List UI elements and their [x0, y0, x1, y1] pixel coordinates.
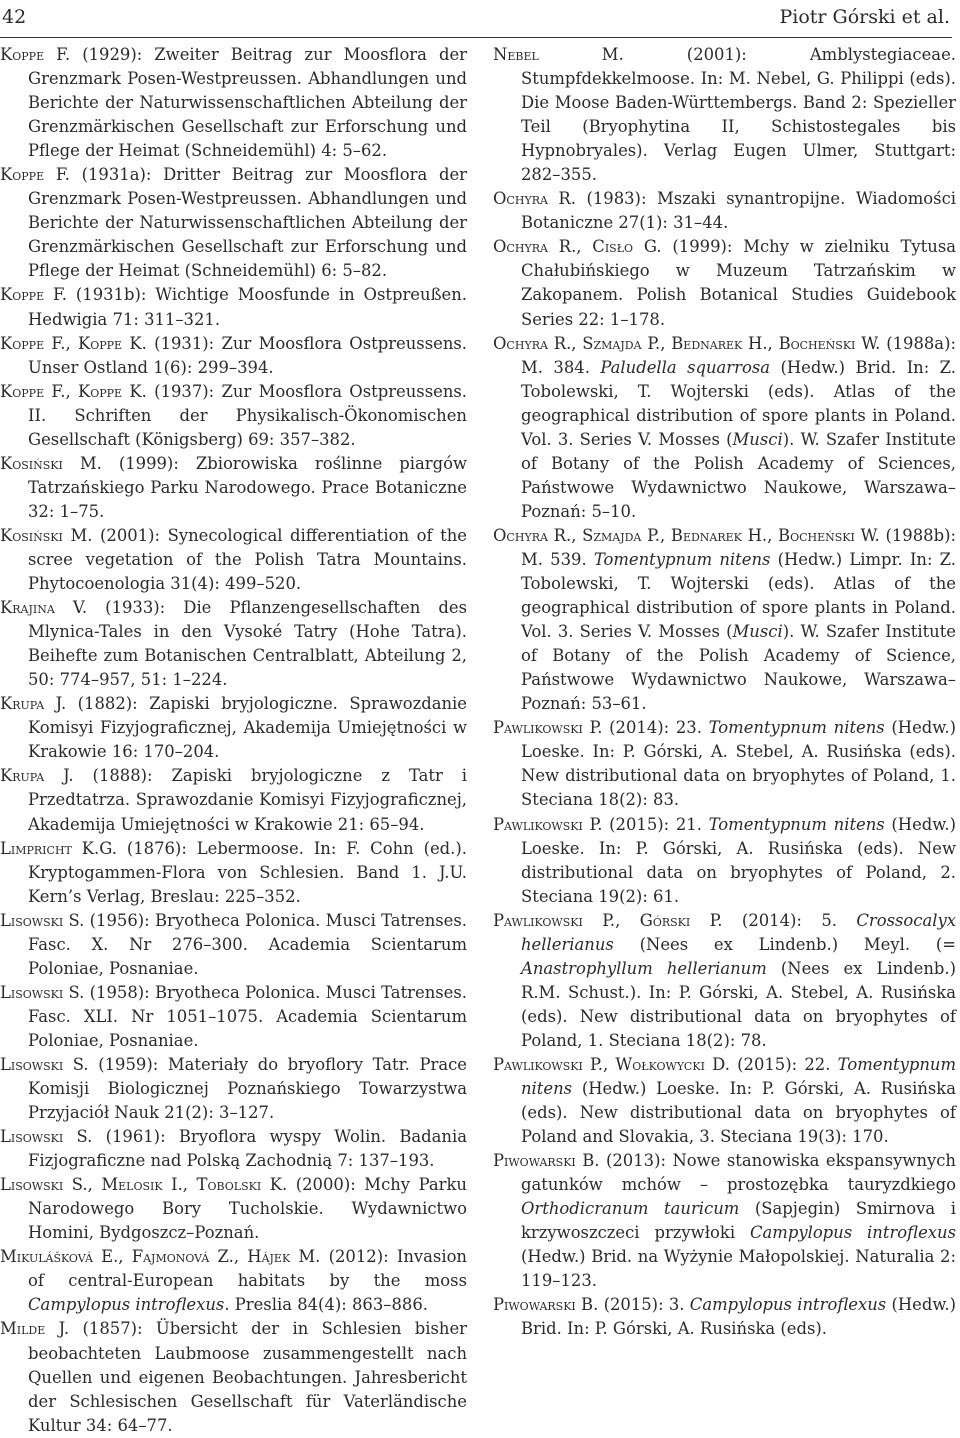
reference-entry	[0, 837, 467, 909]
reference-authors: Lisowski S.	[0, 982, 85, 1002]
reference-text: (Hedw.) Loeske. In: P. Górski, A. Rusińska (eds). New distributional data on bryophytes of Poland, 2. Steciana 19(2): 61.	[521, 814, 956, 906]
reference-entry	[0, 1173, 467, 1245]
reference-text: (2014): 5.	[722, 910, 857, 930]
taxon-name: Tomentypnum nitens	[708, 814, 885, 834]
taxon-name: Musci	[732, 429, 783, 449]
reference-entry	[0, 1317, 467, 1437]
reference-text: (Hedw.) Brid. In: P. Górski, A. Rusińska (eds).	[521, 1295, 957, 1339]
reference-entry	[0, 1245, 467, 1317]
reference-column-left	[0, 43, 467, 1438]
reference-text: ). W. Szafer Institute of Botany of the Polish Academy of Sciences, Państwowe Wydawnictwo Naukowe, Warszawa–Poznań: 5–10.	[521, 429, 956, 521]
reference-authors: Lisowski S.	[0, 1054, 89, 1074]
reference-entry	[493, 43, 956, 187]
reference-text: (2012): Invasion of central-European habitats by the moss	[28, 1247, 467, 1291]
taxon-name: Paludella squarrosa	[600, 357, 771, 377]
taxon-name: Tomentypnum nitens	[708, 718, 885, 738]
reference-entry	[0, 163, 467, 283]
reference-entry	[493, 524, 956, 716]
reference-text: (Hedw.) Loeske. In: P. Górski, A. Stebel, A. Rusińska (eds). New distributional data on bryophytes of Poland, 1. Steciana 18(2): 83.	[521, 718, 956, 810]
reference-text: (2015): 21.	[602, 814, 709, 834]
reference-authors: Kosiński M.	[0, 453, 102, 473]
reference-entry	[0, 1053, 467, 1125]
reference-text: (1931b): Wichtige Moosfunde in Ostpreußen. Hedwigia 71: 311–321.	[28, 285, 467, 329]
reference-entry	[493, 235, 956, 331]
taxon-name: Campylopus introflexus	[28, 1295, 225, 1315]
reference-entry	[0, 43, 467, 163]
reference-text: (Nees ex Lindenb.) Meyl. (=	[613, 934, 956, 954]
reference-text: (1933): Die Pflanzengesellschaften des Mlynica-Tales in den Vysoké Tatry (Hohe Tatra). Beihefte zum Botanischen Centralblatt, Abteilung 2, 50: 774–957, 51: 1–224.	[28, 598, 467, 690]
reference-entry	[0, 332, 467, 380]
reference-entry	[0, 692, 467, 764]
reference-text: (2015): 22.	[729, 1054, 838, 1074]
taxon-name: Tomentypnum nitens	[521, 1054, 956, 1099]
reference-text: (1999): Mchy w zielniku Tytusa Chałubińskiego w Muzeum Tatrzańskim w Zakopanem. Polish Botanical Studies Guidebook Series 22: 1–178.	[521, 237, 957, 329]
taxon-name: Anastrophyllum hellerianum	[521, 958, 767, 978]
reference-entry	[493, 813, 956, 909]
reference-authors: Piwowarski B.	[493, 1151, 600, 1171]
reference-text: (Nees ex Lindenb.) R.M. Schust.). In: P. Górski, A. Stebel, A. Rusińska (eds). New distributional data on bryophytes of Poland, 1. Steciana 18(2): 78.	[521, 958, 956, 1050]
reference-text: (2013): Nowe stanowiska ekspansywnych gatunków mchów – prostozębka tauryzdkiego	[521, 1151, 956, 1195]
reference-entry	[0, 524, 467, 596]
reference-authors: Kosiński M.	[0, 525, 93, 545]
reference-entry	[0, 283, 467, 331]
reference-authors: Krupa J.	[0, 694, 67, 714]
reference-text: (Hedw.) Loeske. In: P. Górski, A. Rusińska (eds). New distributional data on bryophytes of Poland and Slovakia, 3. Steciana 19(3): 170.	[521, 1079, 956, 1147]
reference-text: (2000): Mchy Parku Narodowego Bory Tucholskie. Wydawnictwo Homini, Bydgoszcz–Poznań.	[28, 1175, 467, 1243]
reference-authors: Koppe F.	[0, 165, 70, 185]
reference-text: (1931): Zur Moosflora Ostpreussens. Unser Ostland 1(6): 299–394.	[28, 333, 468, 377]
reference-text: (1959): Materiały do bryoflory Tatr. Prace Komisji Biologicznej Poznańskiego Towarzystwa Przyjaciół Nauk 21(2): 3–127.	[28, 1054, 467, 1123]
reference-authors: Pawlikowski P.	[493, 814, 603, 834]
reference-text: (Hedw.) Brid. na Wyżynie Małopolskiej. Naturalia 2: 119–123.	[521, 1247, 956, 1291]
reference-authors: Pawlikowski P., Górski P.	[493, 910, 723, 930]
reference-entry	[0, 380, 467, 452]
reference-text: (Sapjegin) Smirnova i krzywoszczeci przywłoki	[521, 1199, 956, 1243]
reference-text: ). W. Szafer Institute of Botany of the Polish Academy of Science, Państwowe Wydawnictwo Naukowe, Warszawa–Poznań: 53–61.	[521, 622, 956, 714]
taxon-name: Orthodicranum tauricum	[521, 1199, 740, 1219]
reference-column-right	[493, 43, 956, 1342]
reference-entry	[0, 909, 467, 981]
reference-text: (1857): Übersicht der in Schlesien bisher beobachteten Laubmoose zusammengestellt nach Quellen und eigenen Beobachtungen. Jahresbericht der Schlesischen Gesellschaft für Vaterländische Kultur 34: 64–77.	[28, 1319, 468, 1435]
reference-entry	[0, 1125, 467, 1173]
running-header	[0, 0, 960, 40]
reference-authors: Ochyra R., Szmajda P., Bednarek H., Bocheński W.	[493, 525, 880, 545]
reference-text: (1929): Zweiter Beitrag zur Moosflora der Grenzmark Posen-Westpreussen. Abhandlungen und Berichte der Naturwissenschaftlichen Abteilung der Grenzmärkischen Gesellschaft zur Erforschung und Pflege der Heimat (Schneidemühl) 4: 5–62.	[28, 45, 467, 161]
reference-authors: Koppe F.	[0, 285, 67, 305]
reference-text: (1983): Mszaki synantropijne. Wiadomości Botaniczne 27(1): 31–44.	[521, 189, 956, 233]
taxon-name: Campylopus introflexus	[749, 1223, 956, 1243]
running-title: Piotr Górski et al.	[779, 6, 950, 28]
page-number: 42	[2, 6, 27, 28]
reference-entry	[493, 332, 956, 524]
reference-authors: Krupa J.	[0, 766, 74, 786]
reference-text: (Hedw.) Limpr. In: Z. Tobolewski, T. Wojterski (eds). Atlas of the geographical distribution of spore plants in Poland. Vol. 3. Series V. Mosses (	[521, 549, 956, 642]
reference-text: (1999): Zbiorowiska roślinne piargów Tatrzańskiego Parku Narodowego. Prace Botaniczne 32: 1–75.	[28, 453, 467, 521]
reference-text: (1961): Bryoflora wyspy Wolin. Badania Fizjograficzne nad Polską Zachodnią 7: 137–193.	[28, 1127, 467, 1171]
reference-authors: Koppe F., Koppe K.	[0, 333, 147, 353]
reference-authors: Krajina V.	[0, 598, 88, 618]
reference-text: (1956): Bryotheca Polonica. Musci Tatrenses. Fasc. X. Nr 276–300. Academia Scientarum Poloniae, Posnaniae.	[28, 910, 467, 978]
reference-entry	[493, 1293, 956, 1341]
taxon-name: Musci	[732, 622, 783, 642]
reference-text: (1988a): M. 384.	[521, 333, 956, 377]
reference-authors: Nebel M.	[493, 45, 624, 64]
reference-text: (2001): Synecological differentiation of the scree vegetation of the Polish Tatra Mountains. Phytocoenologia 31(4): 499–520.	[28, 525, 467, 594]
reference-text: (2001): Amblystegiaceae. Stumpfdekkelmoose. In: M. Nebel, G. Philippi (eds). Die Moose Baden-Württembergs. Band 2: Spezieller Teil (Bryophytina II, Schistostegales bis Hypnobryales). Verlag Eugen Ulmer, Stuttgart: 282–355.	[521, 45, 956, 185]
taxon-name: Tomentypnum nitens	[593, 549, 771, 569]
reference-entry	[0, 981, 467, 1053]
reference-entry	[0, 764, 467, 836]
reference-authors: Pawlikowski P.	[493, 718, 603, 738]
reference-authors: Lisowski S.	[0, 910, 85, 930]
reference-authors: Lisowski S.	[0, 1127, 93, 1147]
reference-authors: Mikulášková E., Fajmonová Z., Hájek M.	[0, 1247, 321, 1267]
reference-entry	[0, 596, 467, 692]
reference-text: (2015): 3.	[598, 1295, 690, 1315]
reference-authors: Piwowarski B.	[493, 1295, 599, 1315]
reference-entry	[493, 187, 956, 235]
reference-authors: Ochyra R., Cisło G.	[493, 237, 662, 257]
reference-authors: Limpricht K.G.	[0, 838, 117, 858]
reference-entry	[493, 1053, 956, 1149]
reference-text: (1882): Zapiski bryjologiczne. Sprawozdanie Komisyi Fizyjograficznej, Akademija Umiejętności w Krakowie 16: 170–204.	[28, 694, 467, 762]
reference-authors: Ochyra R., Szmajda P., Bednarek H., Bocheński W.	[493, 333, 881, 353]
reference-entry	[493, 1149, 956, 1293]
reference-text: (1876): Lebermoose. In: F. Cohn (ed.). Kryptogammen-Flora von Schlesien. Band 1. J.U. Kern’s Verlag, Breslau: 225–352.	[28, 838, 467, 906]
taxon-name: Crossocalyx hellerianus	[521, 910, 956, 954]
reference-entry	[493, 716, 956, 812]
reference-text: (2014): 23.	[602, 718, 709, 738]
reference-text: (1931a): Dritter Beitrag zur Moosflora der Grenzmark Posen-Westpreussen. Abhandlungen und Berichte der Naturwissenschaftlichen Abteilung der Grenzmärkischen Gesellschaft zur Erforschung und Pflege der Heimat (Schneidemühl) 6: 5–82.	[28, 165, 467, 281]
reference-text: . Preslia 84(4): 863–886.	[224, 1295, 428, 1315]
header-rule	[0, 37, 952, 38]
reference-authors: Milde J.	[0, 1319, 70, 1339]
reference-text: (1888): Zapiski bryjologiczne z Tatr i Przedtatrza. Sprawozdanie Komisyi Fizyjograficznej, Akademija Umiejętności w Krakowie 21: 65–94.	[28, 766, 467, 834]
reference-text: (1937): Zur Moosflora Ostpreussens. II. Schriften der Physikalisch-Ökonomischen Gesellschaft (Königsberg) 69: 357–382.	[28, 381, 468, 449]
reference-entry	[0, 452, 467, 524]
reference-authors: Lisowski S., Melosik I., Tobolski K.	[0, 1175, 288, 1195]
reference-text: (1958): Bryotheca Polonica. Musci Tatrenses. Fasc. XLI. Nr 1051–1075. Academia Scientarum Poloniae, Posnaniae.	[28, 982, 467, 1050]
taxon-name: Campylopus introflexus	[689, 1295, 887, 1315]
reference-authors: Pawlikowski P., Wołkowycki D.	[493, 1054, 730, 1074]
reference-text: (Hedw.) Brid. In: Z. Tobolewski, T. Wojterski (eds). Atlas of the geographical distribution of spore plants in Poland. Vol. 3. Series V. Mosses (	[521, 357, 956, 449]
reference-authors: Koppe F., Koppe K.	[0, 381, 147, 401]
reference-authors: Ochyra R.	[493, 189, 576, 209]
reference-entry	[493, 909, 956, 1053]
reference-text: (1988b): M. 539.	[521, 525, 956, 569]
reference-authors: Koppe F.	[0, 45, 71, 64]
